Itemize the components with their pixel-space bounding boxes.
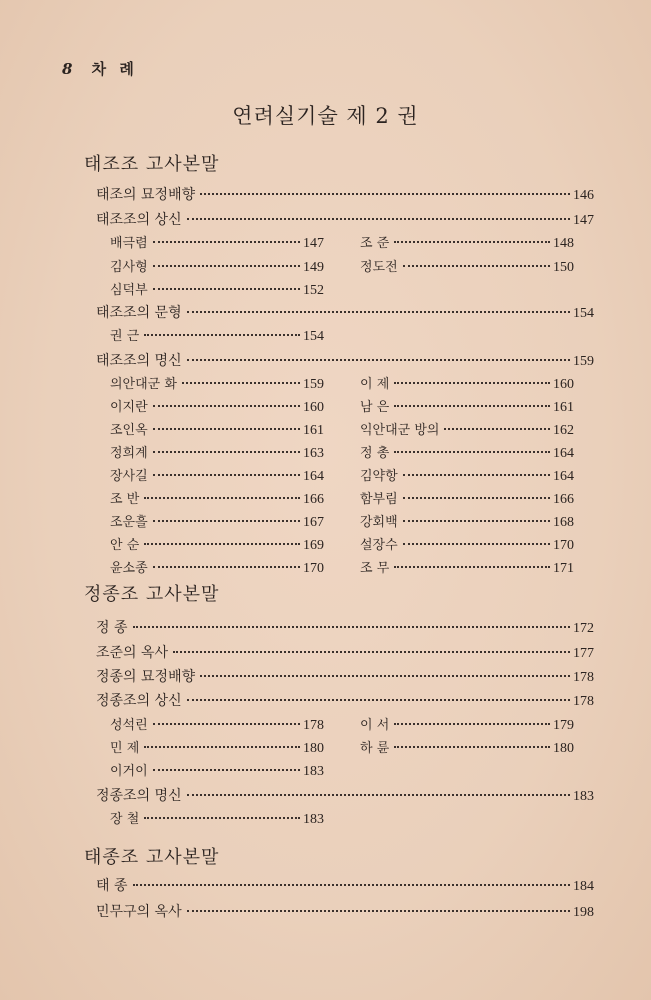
toc-entry (360, 467, 574, 487)
toc-entry (110, 716, 324, 736)
dot-leader (153, 428, 300, 430)
toc-entry (360, 421, 574, 441)
section-title: 태종조 고사본말 (84, 847, 220, 868)
entry-page-number: 154 (573, 306, 594, 321)
entry-page-number: 162 (553, 423, 574, 438)
dot-leader (173, 651, 570, 653)
dot-leader (187, 794, 570, 796)
dot-leader (394, 566, 550, 568)
entry-page-number: 168 (553, 515, 574, 530)
toc-entry (110, 490, 324, 510)
entry-page-number: 180 (303, 741, 324, 756)
toc-entry (360, 716, 574, 736)
dot-leader (182, 382, 300, 384)
dot-leader (144, 497, 300, 499)
entry-label: 조 반 (110, 492, 140, 507)
entry-page-number: 171 (553, 561, 574, 576)
dot-leader (187, 910, 570, 912)
entry-label: 설장수 (360, 538, 398, 553)
toc-entry (96, 876, 594, 896)
entry-label: 심덕부 (110, 283, 148, 298)
entry-page-number: 167 (303, 515, 324, 530)
toc-entry (96, 786, 594, 806)
entry-label: 정종조의 명신 (96, 788, 182, 804)
toc-entry (110, 467, 324, 487)
entry-page-number: 178 (303, 718, 324, 733)
toc-entry (110, 536, 324, 556)
toc-entry (96, 618, 594, 638)
dot-leader (133, 626, 571, 628)
dot-leader (153, 520, 300, 522)
dot-leader (403, 497, 550, 499)
toc-entry (110, 421, 324, 441)
entry-label: 성석린 (110, 718, 148, 733)
entry-label: 조 무 (360, 561, 390, 576)
dot-leader (153, 474, 300, 476)
entry-page-number: 170 (303, 561, 324, 576)
entry-label: 정종의 묘정배향 (96, 669, 196, 685)
entry-label: 장사길 (110, 469, 148, 484)
page-number: 8 (62, 60, 77, 78)
toc-entry (110, 398, 324, 418)
entry-label: 태조조의 문형 (96, 305, 182, 321)
entry-label: 민무구의 옥사 (96, 904, 182, 920)
entry-page-number: 147 (303, 236, 324, 251)
entry-page-number: 184 (573, 879, 594, 894)
entry-page-number: 159 (573, 354, 594, 369)
toc-entry (96, 902, 594, 922)
entry-label: 정종조의 상신 (96, 693, 182, 709)
dot-leader (153, 451, 300, 453)
toc-entry (360, 739, 574, 759)
dot-leader (187, 359, 570, 361)
entry-page-number: 169 (303, 538, 324, 553)
entry-label: 익안대군 방의 (360, 423, 440, 438)
toc-entry (96, 303, 594, 323)
entry-page-number: 170 (553, 538, 574, 553)
entry-page-number: 159 (303, 377, 324, 392)
entry-page-number: 180 (553, 741, 574, 756)
dot-leader (153, 405, 300, 407)
volume-title: 연려실기술 제 2 권 (232, 104, 419, 128)
entry-page-number: 178 (573, 670, 594, 685)
dot-leader (144, 543, 300, 545)
entry-label: 강회백 (360, 515, 398, 530)
toc-entry (96, 210, 594, 230)
dot-leader (144, 334, 300, 336)
toc-entry (110, 234, 324, 254)
entry-page-number: 183 (303, 812, 324, 827)
toc-entry (360, 513, 574, 533)
entry-label: 조준의 옥사 (96, 645, 169, 661)
entry-page-number: 154 (303, 329, 324, 344)
dot-leader (144, 817, 300, 819)
entry-page-number: 148 (553, 236, 574, 251)
toc-entry (110, 327, 324, 347)
entry-page-number: 178 (573, 694, 594, 709)
page-header (62, 58, 138, 79)
entry-label: 김사형 (110, 260, 148, 275)
entry-label: 태조조의 상신 (96, 212, 182, 228)
toc-entry (360, 234, 574, 254)
entry-page-number: 152 (303, 283, 324, 298)
toc-entry (110, 559, 324, 579)
entry-label: 정 총 (360, 446, 390, 461)
entry-label: 정도전 (360, 260, 398, 275)
entry-page-number: 149 (303, 260, 324, 275)
entry-label: 장 철 (110, 812, 140, 827)
entry-label: 이 제 (360, 377, 390, 392)
dot-leader (394, 241, 550, 243)
dot-leader (200, 193, 570, 195)
dot-leader (444, 428, 550, 430)
toc-entry (360, 444, 574, 464)
toc-entry (110, 513, 324, 533)
dot-leader (187, 218, 570, 220)
entry-label: 안 순 (110, 538, 140, 553)
toc-entry (110, 810, 324, 830)
entry-page-number: 161 (303, 423, 324, 438)
entry-page-number: 160 (553, 377, 574, 392)
toc-entry (360, 398, 574, 418)
dot-leader (403, 520, 550, 522)
toc-entry (360, 490, 574, 510)
entry-page-number: 166 (303, 492, 324, 507)
toc-entry (360, 536, 574, 556)
dot-leader (133, 884, 571, 886)
entry-label: 이지란 (110, 400, 148, 415)
dot-leader (394, 451, 550, 453)
dot-leader (153, 241, 300, 243)
entry-label: 남 은 (360, 400, 390, 415)
toc-entry (110, 375, 324, 395)
entry-label: 조인옥 (110, 423, 148, 438)
entry-label: 태조의 묘정배향 (96, 187, 196, 203)
entry-page-number: 164 (553, 469, 574, 484)
entry-label: 권 근 (110, 329, 140, 344)
toc-entry (360, 559, 574, 579)
entry-page-number: 164 (553, 446, 574, 461)
entry-page-number: 161 (553, 400, 574, 415)
entry-label: 정희계 (110, 446, 148, 461)
entry-page-number: 177 (573, 646, 594, 661)
toc-entry (110, 739, 324, 759)
entry-label: 민 제 (110, 741, 140, 756)
entry-label: 김약항 (360, 469, 398, 484)
toc-entry (96, 667, 594, 687)
entry-page-number: 166 (553, 492, 574, 507)
dot-leader (153, 566, 300, 568)
dot-leader (153, 265, 300, 267)
header-title: 차 례 (91, 60, 138, 78)
entry-label: 이 서 (360, 718, 390, 733)
dot-leader (187, 311, 570, 313)
entry-label: 하 륜 (360, 741, 390, 756)
toc-entry (110, 258, 324, 278)
toc-entry (110, 281, 324, 301)
section-title: 정종조 고사본말 (84, 584, 220, 605)
dot-leader (394, 382, 550, 384)
entry-label: 의안대군 화 (110, 377, 177, 392)
toc-entry (96, 185, 594, 205)
entry-label: 윤소종 (110, 561, 148, 576)
entry-page-number: 172 (573, 621, 594, 636)
toc-entry (96, 691, 594, 711)
dot-leader (153, 769, 300, 771)
dot-leader (394, 405, 550, 407)
entry-label: 조운흘 (110, 515, 148, 530)
entry-page-number: 146 (573, 188, 594, 203)
entry-page-number: 147 (573, 213, 594, 228)
entry-page-number: 198 (573, 905, 594, 920)
toc-entry (96, 351, 594, 371)
entry-label: 정 종 (96, 620, 128, 636)
entry-page-number: 183 (303, 764, 324, 779)
toc-entry (360, 375, 574, 395)
dot-leader (403, 543, 550, 545)
dot-leader (394, 746, 550, 748)
entry-page-number: 160 (303, 400, 324, 415)
dot-leader (394, 723, 550, 725)
toc-entry (110, 444, 324, 464)
entry-page-number: 150 (553, 260, 574, 275)
entry-label: 함부림 (360, 492, 398, 507)
toc-entry (110, 762, 324, 782)
entry-page-number: 163 (303, 446, 324, 461)
entry-page-number: 164 (303, 469, 324, 484)
entry-page-number: 183 (573, 789, 594, 804)
dot-leader (403, 265, 550, 267)
entry-label: 태조조의 명신 (96, 353, 182, 369)
dot-leader (153, 288, 300, 290)
toc-entry (96, 643, 594, 663)
entry-label: 이거이 (110, 764, 148, 779)
dot-leader (200, 675, 570, 677)
toc-entry (360, 258, 574, 278)
dot-leader (403, 474, 550, 476)
dot-leader (144, 746, 300, 748)
entry-label: 조 준 (360, 236, 390, 251)
entry-page-number: 179 (553, 718, 574, 733)
entry-label: 배극렴 (110, 236, 148, 251)
section-title: 태조조 고사본말 (84, 154, 220, 175)
dot-leader (187, 699, 570, 701)
entry-label: 태 종 (96, 878, 128, 894)
dot-leader (153, 723, 300, 725)
